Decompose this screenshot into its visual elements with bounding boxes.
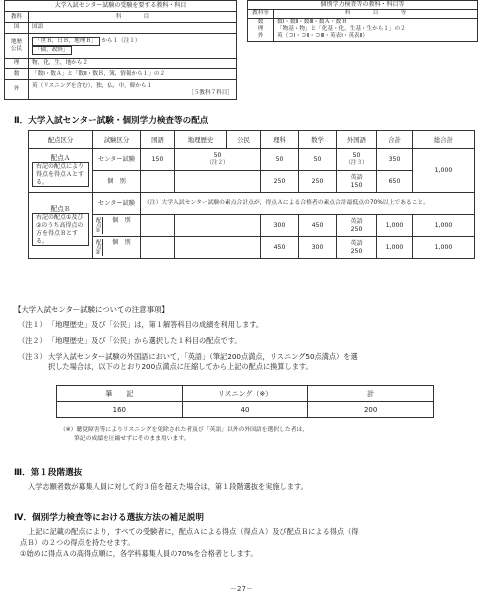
- plan-a-individual-row: [29, 171, 475, 193]
- section-body: 入学志願者数が募集人員に対して約３倍を超えた場合は，第１段階選抜を実施します。: [28, 482, 308, 491]
- plan-b-row-2: [29, 237, 475, 259]
- exam-type: センター試験: [93, 193, 141, 215]
- plan-b-description: 配点Ｂ 右記の配点①及び②のうち高得点の方を得点Ｂとする。: [29, 193, 93, 259]
- plan-b-note: （注）大学入試センター試験の素点合計点が，得点Ａによる合格者の素点合計最低点の70%以上であること。: [141, 193, 475, 215]
- listening-conversion-table: [56, 385, 434, 418]
- column-header: 計: [308, 386, 434, 402]
- score-total: 350: [377, 149, 413, 171]
- center-exam-subjects-table: [4, 0, 237, 100]
- value-cell: 160: [57, 402, 183, 418]
- individual-exam-subjects-table: [247, 0, 478, 42]
- score-cell: 450: [299, 215, 337, 237]
- section-heading: Ⅱ．大学入試センター試験・個別学力検査等の配点: [14, 116, 209, 126]
- page-number: －27－: [230, 585, 253, 593]
- table-header-row: [57, 386, 434, 402]
- table-header-row: [29, 131, 475, 149]
- score-cell: 50 （注３）: [337, 149, 377, 171]
- footnote: （※）聴覚障害等によりリスニングを免除された者及び「英語」以外の外国語を選択した者は， 筆記の成績を圧縮せずにそのまま用います。: [60, 427, 309, 442]
- section-heading: Ⅲ．第１段階選抜: [14, 468, 83, 478]
- subject-cell: 外: [5, 80, 29, 100]
- plan-b-center-row: [29, 193, 475, 215]
- table-caption: 個別学力検査等の教科・科目等: [248, 1, 478, 10]
- subject-content: 国語: [29, 22, 237, 33]
- exam-type: 配点① 個 別: [93, 215, 141, 237]
- column-header: 科 目: [29, 12, 237, 23]
- section-heading: Ⅳ．個別学力検査等における選抜方法の補足説明: [14, 513, 204, 523]
- score-cell: 250: [299, 171, 337, 193]
- plan-a-center-row: [29, 149, 475, 171]
- subject-content: 「世Ｂ，日Ｂ，地理Ｂ」 から１（注１） 「倫，政経」: [29, 33, 237, 58]
- column-header: 地理歴史: [175, 131, 227, 149]
- subject-content: 「数Ⅰ・数Ａ」と「数Ⅱ・数Ｂ，簿，情報から１」の２: [29, 69, 237, 80]
- score-cell: 英語 250: [337, 215, 377, 237]
- subject-content: 数Ⅰ・数Ⅱ・数Ⅲ・数Ａ・数Ｂ 「物基・物」と「化基・化，生基・生から１」の２ 英（コⅠ・コⅡ・コⅢ・英表Ⅰ・英表Ⅱ）: [274, 18, 478, 41]
- score-cell: 50: [261, 149, 299, 171]
- subject-content: 英（リスニングを含む），独，仏，中，韓から１ ［５教科７科目］: [29, 80, 237, 100]
- subject-cell: 数 理 外: [248, 18, 274, 41]
- table-row: [57, 402, 434, 418]
- column-header: 外国語: [337, 131, 377, 149]
- grand-total: 1,000: [413, 237, 475, 259]
- score-cell: 250: [261, 171, 299, 193]
- plan-marker: 配点②: [94, 239, 101, 256]
- note-1: （注１）「地理歴史」及び「公民」は，第１解答科目の成績を利用します。: [18, 320, 264, 329]
- plan-marker: 配点①: [94, 217, 101, 234]
- column-header: 筆 記: [57, 386, 183, 402]
- subjects-area: [4, 0, 478, 104]
- note-2: （注２）「地理歴史」及び「公民」から選択した１科目の配点です。: [18, 336, 242, 345]
- subject-cell: 数: [5, 69, 29, 80]
- score-cell: 英語 150: [337, 171, 377, 193]
- column-header: 配点区分: [29, 131, 93, 149]
- column-header: 教科等: [248, 10, 274, 19]
- score-cell: 150: [141, 149, 175, 171]
- table-caption: 大学入試センター試験の受験を要する教科・科目: [5, 1, 237, 12]
- column-header: リスニング（※）: [182, 386, 308, 402]
- score-total: 1,000: [377, 237, 413, 259]
- plan-b-row-1: [29, 215, 475, 237]
- grand-total: 1,000: [413, 149, 475, 193]
- score-cell: 300: [299, 237, 337, 259]
- section-body: 上記に記載の配点により，すべての受験者に，配点Ａによる得点（得点Ａ）及び配点Ｂによる得点（得 点Ｂ）の２つの得点を持たせます。 ①始めに得点Ａの高得点順に，各学科募集人員の70%を合格者とします。: [20, 527, 359, 558]
- subject-total: ［５教科７科目］: [188, 89, 233, 96]
- subject-cell: 地歴 公民: [5, 33, 29, 58]
- score-total: 1,000: [377, 215, 413, 237]
- exam-type: 配点② 個 別: [93, 237, 141, 259]
- column-header: 合計: [377, 131, 413, 149]
- note-3: （注３）大学入試センター試験の外国語において，「英語」（筆記200点満点，リスニング50点満点）を選 択した場合は，以下のとおり200点満点に圧縮してから上記の配点に換算します。: [18, 352, 358, 372]
- column-header: 試験区分: [93, 131, 141, 149]
- grand-total: 1,000: [413, 215, 475, 237]
- score-cell: 50 （注２）: [175, 149, 261, 171]
- column-header: 総合計: [413, 131, 475, 149]
- value-cell: 40: [182, 402, 308, 418]
- score-cell: 英語 250: [337, 237, 377, 259]
- score-cell: 50: [299, 149, 337, 171]
- value-cell: 200: [308, 402, 434, 418]
- plan-a-description: 配点Ａ 右記の配点により得点を得点Ａとする。: [29, 149, 93, 193]
- subject-cell: 国: [5, 22, 29, 33]
- column-header: 公民: [227, 131, 261, 149]
- column-header: 国語: [141, 131, 175, 149]
- score-allocation-table: [28, 130, 475, 259]
- subject-cell: 理: [5, 58, 29, 69]
- score-cell: 300: [261, 215, 299, 237]
- column-header: 数学: [299, 131, 337, 149]
- column-header: 科 目 等: [274, 10, 478, 19]
- notes-heading: 【大学入試センター試験についての注意事項】: [14, 305, 169, 314]
- exam-type: センター試験: [93, 149, 141, 171]
- subject-content: 物，化，生，地から２: [29, 58, 237, 69]
- column-header: 理科: [261, 131, 299, 149]
- score-cell: 450: [261, 237, 299, 259]
- column-header: 教科: [5, 12, 29, 23]
- score-total: 650: [377, 171, 413, 193]
- exam-type: 個 別: [93, 171, 141, 193]
